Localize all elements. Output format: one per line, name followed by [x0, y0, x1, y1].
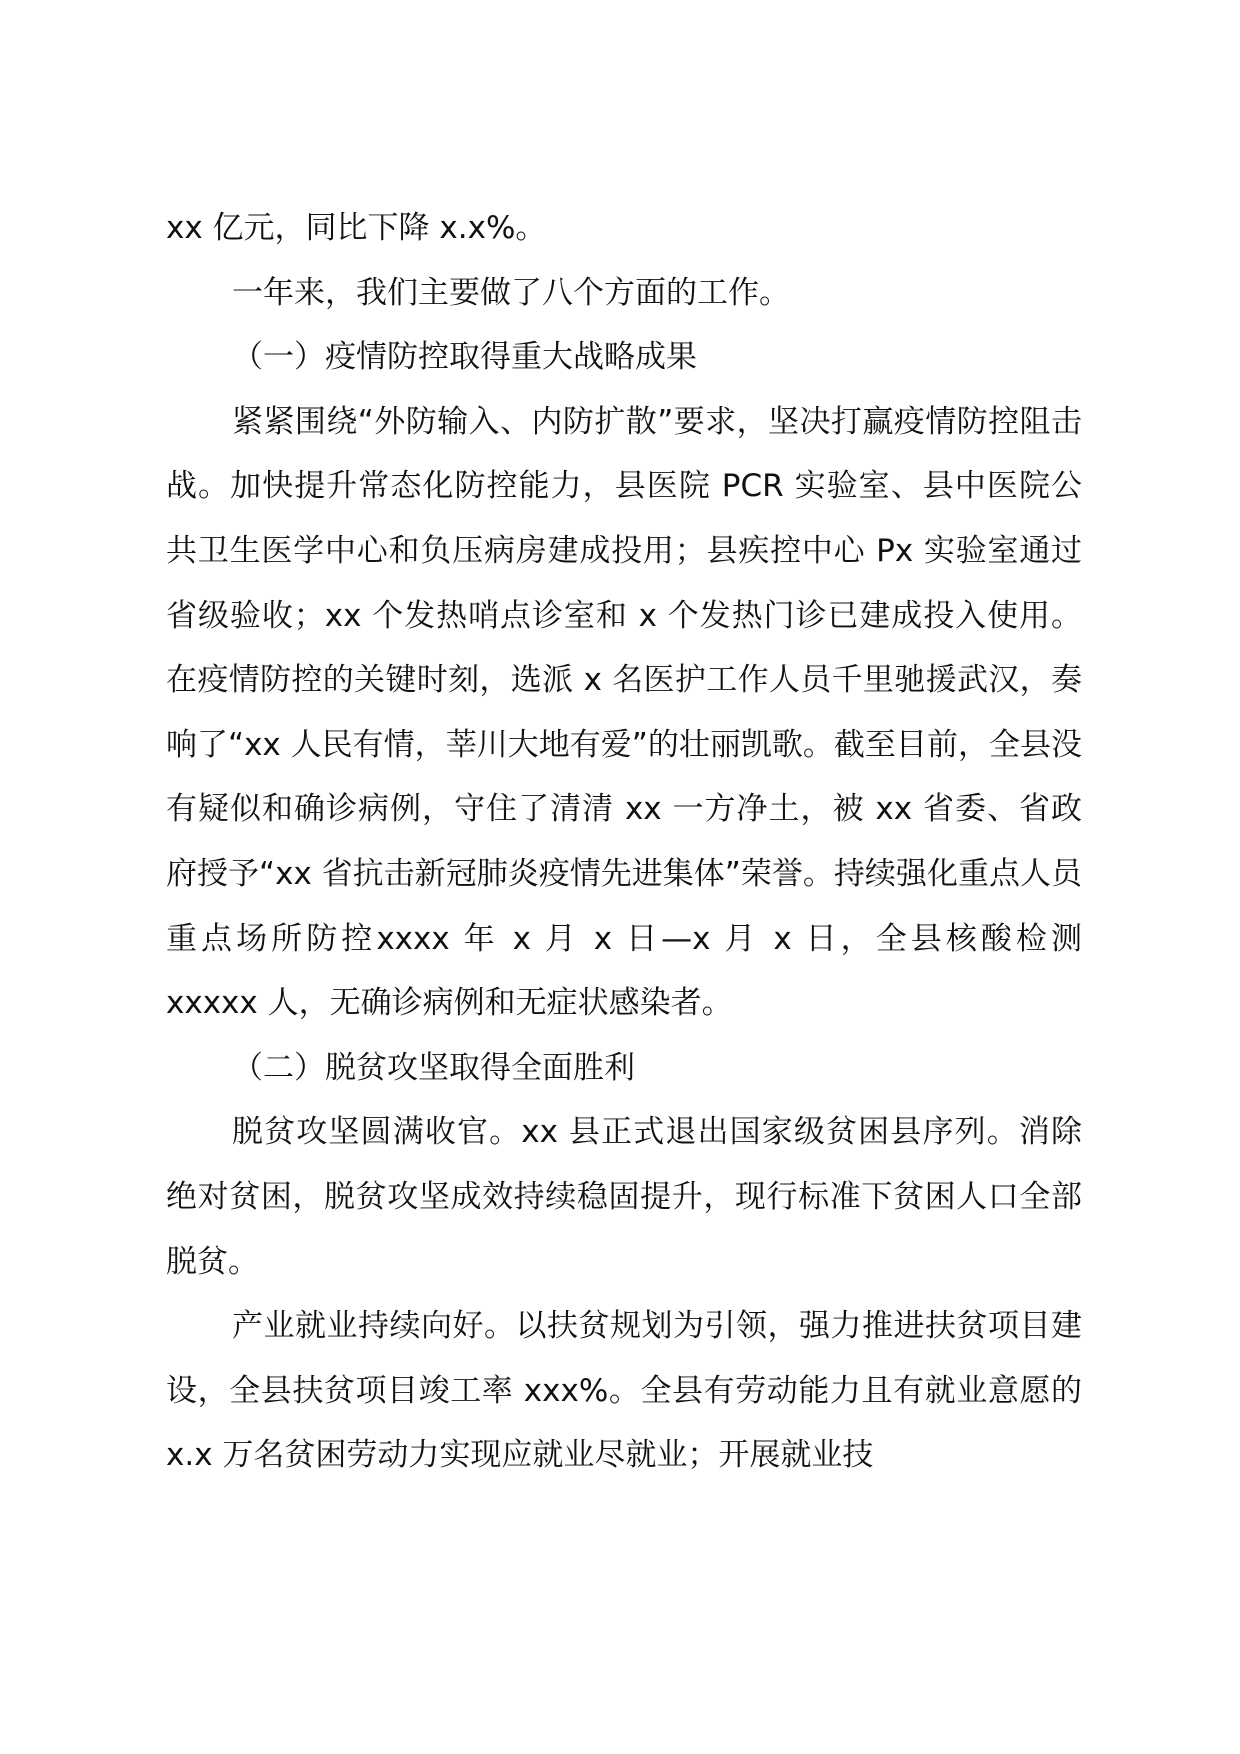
- section-heading-poverty: （二）脱贫攻坚取得全面胜利: [232, 1049, 635, 1086]
- paragraph-poverty: 脱贫攻坚圆满收官。xx 县正式退出国家级贫困县序列。消除绝对贫困，脱贫攻坚成效持续稳固提升，现行标准下贫困人口全部脱贫。: [166, 1114, 1082, 1280]
- document-body: [166, 196, 1082, 1488]
- section-heading-epidemic: （一）疫情防控取得重大战略成果: [232, 339, 697, 376]
- paragraph-epidemic: 紧紧围绕“外防输入、内防扩散”要求，坚决打赢疫情防控阻击战。加快提升常态化防控能力，县医院 PCR 实验室、县中医院公共卫生医学中心和负压病房建成投用；县疾控中心 Px 实验室通过省级验收；xx 个发热哨点诊室和 x 个发热门诊已建成投入使用。在疫情防控的关键时刻，选派 x 名医护工作人员千里驰援武汉，奏响了“xx 人民有情，莘川大地有爱”的壮丽凯歌。截至目前，全县没有疑似和确诊病例，守住了清清 xx 一方净土，被 xx 省委、省政府授予“xx 省抗击新冠肺炎疫情先进集体”荣誉。持续强化重点人员重点场所防控xxxx 年 x 月 x 日—x 月 x 日，全县核酸检测 xxxxx 人，无确诊病例和无症状感染者。: [166, 403, 1082, 1022]
- paragraph-employment: 产业就业持续向好。以扶贫规划为引领，强力推进扶贫项目建设，全县扶贫项目竣工率 xxx%。全县有劳动能力且有就业意愿的 x.x 万名贫困劳动力实现应就业尽就业；开展就业技: [166, 1308, 1082, 1474]
- paragraph-intro: 一年来，我们主要做了八个方面的工作。: [232, 274, 790, 311]
- paragraph-continuation: xx 亿元，同比下降 x.x%。: [166, 210, 547, 246]
